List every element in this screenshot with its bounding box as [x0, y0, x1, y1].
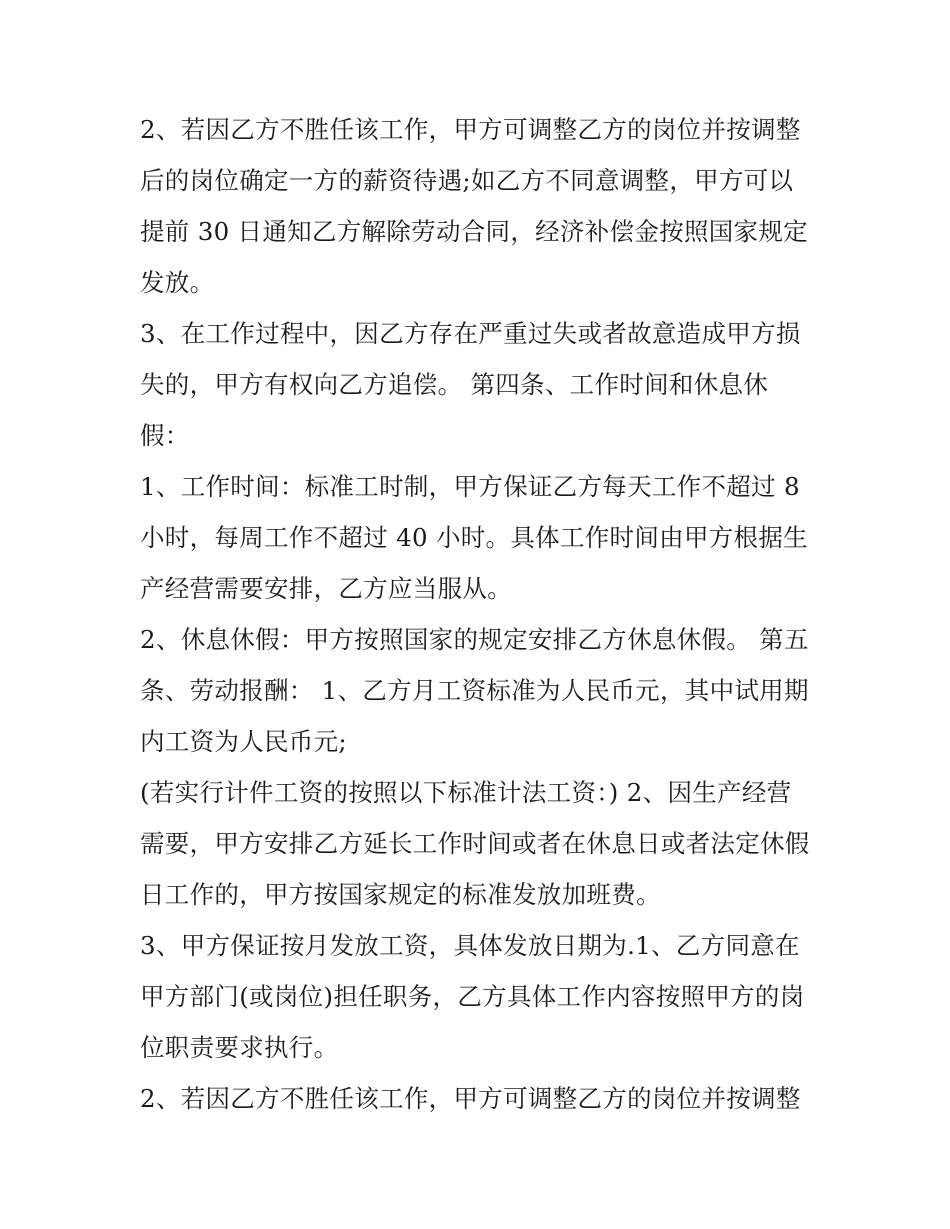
text-line: 3、甲方保证按月发放工资，具体发放日期为.1、乙方同意在 [140, 931, 800, 960]
text-line: 小时，每周工作不超过 40 小时。具体工作时间由甲方根据生 [140, 523, 808, 552]
text-line: 假： [140, 421, 190, 450]
text-line: 1、工作时间：标准工时制，甲方保证乙方每天工作不超过 8 [140, 472, 800, 501]
text-line: 2、休息休假：甲方按照国家的规定安排乙方休息休假。 第五 [140, 625, 809, 654]
text-line: 位职责要求执行。 [140, 1033, 339, 1062]
document-body [140, 104, 830, 1124]
text-line: 提前 30 日通知乙方解除劳动合同，经济补偿金按照国家规定 [140, 217, 808, 246]
text-line: 甲方部门(或岗位)担任职务，乙方具体工作内容按照甲方的岗 [140, 982, 805, 1011]
text-line: 条、劳动报酬： 1、乙方月工资标准为人民币元，其中试用期 [140, 676, 809, 705]
text-line: (若实行计件工资的按照以下标准计法工资：) 2、因生产经营 [140, 778, 792, 807]
text-line: 产经营需要安排，乙方应当服从。 [140, 574, 512, 603]
text-line: 2、若因乙方不胜任该工作，甲方可调整乙方的岗位并按调整 [140, 1084, 801, 1113]
text-line: 2、若因乙方不胜任该工作，甲方可调整乙方的岗位并按调整 [140, 115, 801, 144]
text-line: 发放。 [140, 268, 215, 297]
text-line: 日工作的，甲方按国家规定的标准发放加班费。 [140, 880, 661, 909]
text-line: 后的岗位确定一方的薪资待遇;如乙方不同意调整，甲方可以 [140, 166, 794, 195]
text-line: 内工资为人民币元; [140, 727, 347, 756]
text-line: 失的，甲方有权向乙方追偿。 第四条、工作时间和休息休 [140, 370, 769, 399]
text-line: 需要，甲方安排乙方延长工作时间或者在休息日或者法定休假 [140, 829, 810, 858]
text-line: 3、在工作过程中，因乙方存在严重过失或者故意造成甲方损 [140, 319, 801, 348]
